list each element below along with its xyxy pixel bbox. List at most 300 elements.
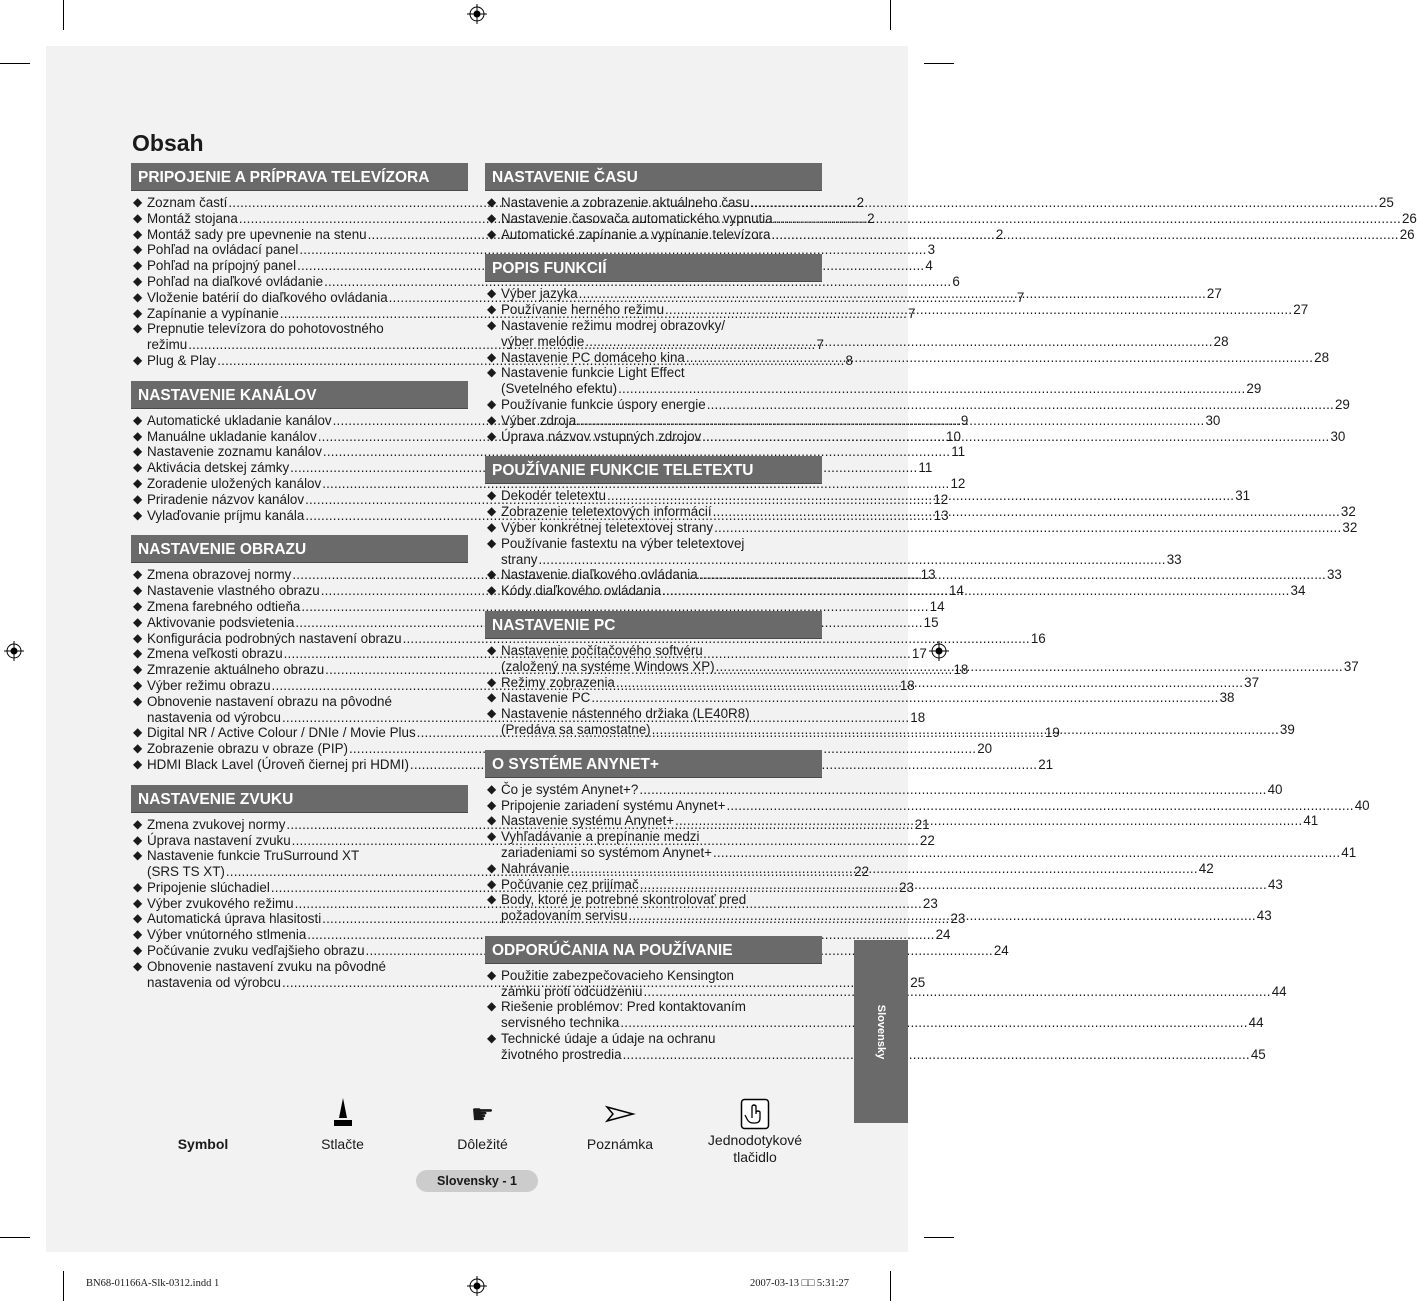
crop-mark — [63, 0, 64, 30]
toc-page-number: 17 — [911, 646, 927, 662]
toc-page-number: 19 — [1044, 725, 1060, 741]
toc-page-number: 20 — [977, 741, 993, 757]
diamond-bullet-icon: ◆ — [487, 781, 497, 796]
toc-entry[interactable] — [485, 317, 1229, 350]
legend-press-label: Stlačte — [321, 1136, 364, 1152]
diamond-bullet-icon: ◆ — [133, 911, 143, 926]
toc-page-number: 28 — [1314, 349, 1330, 365]
toc-page-number: 34 — [1290, 583, 1306, 599]
toc-entry-text: Montáž stojana — [147, 210, 238, 226]
toc-entry-text: Nastavenie nástenného držiaka (LE40R8) — [501, 706, 750, 722]
diamond-bullet-icon: ◆ — [487, 1031, 497, 1046]
toc-entry[interactable] — [485, 396, 1350, 413]
toc-entry[interactable] — [485, 210, 1417, 227]
pointing-hand-icon: ☛ — [470, 1098, 495, 1129]
toc-entry-text: Počúvanie cez prijímač — [501, 876, 639, 892]
toc-entry-text: Čo je systém Anynet+? — [501, 781, 639, 797]
toc-page-number: 23 — [899, 879, 914, 895]
toc-page-number: 28 — [1213, 333, 1229, 349]
crop-mark — [924, 63, 954, 64]
diamond-bullet-icon: ◆ — [133, 412, 143, 427]
dot-leader — [579, 286, 1206, 302]
dot-leader — [774, 211, 1401, 227]
diamond-bullet-icon: ◆ — [133, 583, 143, 598]
toc-entry-text: Obnovenie nastavení zvuku na pôvodné — [147, 958, 386, 974]
toc-entry-text: zámku proti odcudzeniu — [501, 983, 643, 999]
toc-page-number: 39 — [1279, 721, 1295, 737]
toc-entry-text: Zmena obrazovej normy — [147, 567, 292, 583]
legend-important — [430, 1096, 535, 1152]
date-slug: 2007-03-13 □□ 5:31:27 — [750, 1278, 850, 1289]
toc-page-number: 26 — [1399, 226, 1415, 242]
dot-leader — [751, 195, 1378, 211]
legend-one-touch — [695, 1096, 815, 1166]
toc-page-number: 27 — [1293, 302, 1309, 318]
toc-page-number: 32 — [1342, 519, 1358, 535]
toc-entry[interactable] — [485, 781, 1283, 798]
toc-page-number: 3 — [927, 242, 936, 258]
dot-leader — [623, 1047, 1250, 1063]
toc-entry[interactable] — [485, 999, 1264, 1031]
toc-entry-text: Používanie herného režimu — [501, 302, 665, 318]
dot-leader — [577, 413, 1204, 429]
toc-entry-text: nastavenia od výrobcu — [147, 974, 281, 990]
toc-entry-text: Úprava nastavení zvuku — [147, 832, 291, 848]
section-heading: O SYSTÉME ANYNET+ — [485, 750, 822, 778]
toc-page-number: 11 — [918, 460, 933, 476]
toc-page-number: 25 — [1378, 195, 1394, 210]
toc-entry-text: Zobrazenie obrazu v obraze (PIP) — [147, 741, 348, 757]
toc-page-number: 44 — [1271, 983, 1287, 999]
toc-page-number: 10 — [946, 428, 961, 444]
diamond-bullet-icon: ◆ — [133, 741, 143, 756]
toc-entry-text: (SRS TS XT) — [147, 864, 225, 880]
toc-entry-text: Výber jazyka — [501, 286, 578, 302]
toc-entry[interactable] — [131, 242, 936, 258]
toc-page-number: 43 — [1256, 908, 1272, 924]
toc-entry-text: Zobrazenie teletextových informácií — [501, 504, 712, 520]
toc-entry-text: Nastavenie diaľkového ovládania — [501, 567, 698, 583]
crop-mark — [63, 1271, 64, 1301]
diamond-bullet-icon: ◆ — [487, 829, 497, 844]
toc-entry-text: Zoznam častí — [147, 195, 228, 210]
registration-mark-icon — [467, 4, 487, 24]
diamond-bullet-icon: ◆ — [133, 242, 143, 257]
toc-entry-text: (Svetelného efektu) — [501, 381, 618, 397]
toc-page-number: 26 — [1401, 210, 1417, 226]
toc-page-number: 9 — [960, 412, 969, 428]
legend-one-touch-line: tlačidlo — [733, 1149, 777, 1165]
toc-page-number: 12 — [933, 491, 949, 507]
diamond-bullet-icon: ◆ — [487, 226, 497, 241]
toc-page-number: 30 — [1205, 412, 1221, 428]
crop-mark — [890, 0, 891, 30]
toc-page-number: 13 — [920, 567, 936, 583]
dot-leader — [699, 567, 1326, 583]
dot-leader — [686, 350, 1313, 366]
toc-entry-text: Pripojenie zariadení systému Anynet+ — [501, 797, 726, 813]
toc-entry[interactable] — [131, 598, 945, 615]
diamond-bullet-icon: ◆ — [133, 352, 143, 367]
toc-entry-text: Plug & Play — [147, 352, 217, 368]
dot-leader — [713, 845, 1340, 861]
toc-page-number: 2 — [856, 195, 865, 210]
toc-page-number: 15 — [923, 614, 939, 630]
diamond-bullet-icon: ◆ — [487, 690, 497, 705]
dot-leader — [585, 334, 1212, 350]
dot-leader — [643, 984, 1270, 1000]
toc-page-number: 18 — [899, 677, 915, 693]
legend-press — [295, 1096, 390, 1152]
diamond-bullet-icon: ◆ — [487, 286, 497, 301]
toc-page-number: 29 — [1334, 396, 1350, 412]
diamond-bullet-icon: ◆ — [487, 504, 497, 519]
diamond-bullet-icon: ◆ — [133, 832, 143, 847]
section-heading: POUŽÍVANIE FUNKCIE TELETEXTU — [485, 456, 822, 484]
toc-entry-text: Manuálne ukladanie kanálov — [147, 428, 317, 444]
dot-leader — [714, 520, 1341, 536]
dot-leader — [707, 397, 1334, 413]
toc-entry[interactable] — [131, 444, 966, 460]
diamond-bullet-icon: ◆ — [487, 488, 497, 503]
diamond-bullet-icon: ◆ — [133, 305, 143, 320]
crop-mark — [890, 1271, 891, 1301]
diamond-bullet-icon: ◆ — [487, 706, 497, 721]
toc-entry-text: Aktivácia detskej zámky — [147, 460, 290, 476]
toc-page-number: 42 — [1198, 860, 1214, 876]
toc-entry[interactable] — [131, 273, 960, 290]
toc-page-number: 44 — [1248, 1015, 1264, 1031]
dot-leader — [629, 908, 1256, 924]
toc-page-number: 30 — [1330, 428, 1346, 444]
toc-page-number: 8 — [845, 352, 853, 368]
page-number: Slovensky - 1 — [416, 1170, 538, 1192]
diamond-bullet-icon: ◆ — [487, 428, 497, 443]
diamond-bullet-icon: ◆ — [487, 519, 497, 534]
toc-page-number: 4 — [925, 258, 933, 274]
diamond-bullet-icon: ◆ — [133, 226, 143, 241]
diamond-bullet-icon: ◆ — [133, 195, 143, 209]
section-heading: NASTAVENIE KANÁLOV — [131, 381, 468, 409]
dot-leader — [639, 782, 1266, 798]
legend-one-touch-label — [695, 1132, 815, 1166]
toc-entry[interactable] — [485, 195, 1394, 211]
diamond-bullet-icon: ◆ — [487, 892, 497, 907]
dot-leader — [713, 504, 1340, 520]
toc-entry[interactable] — [131, 741, 993, 757]
diamond-bullet-icon: ◆ — [133, 958, 143, 973]
toc-page-number: 18 — [910, 709, 926, 725]
toc-entry-text: Zmena veľkosti obrazu — [147, 646, 283, 662]
toc-page-number: 12 — [950, 475, 966, 491]
diamond-bullet-icon: ◆ — [133, 662, 143, 677]
toc-entry-text: Obnovenie nastavení obrazu na pôvodné — [147, 693, 392, 709]
dot-leader — [726, 798, 1353, 814]
toc-page-number: 37 — [1244, 674, 1260, 690]
diamond-bullet-icon: ◆ — [133, 614, 143, 629]
toc-entry-text: Automatické ukladanie kanálov — [147, 412, 332, 428]
toc-entry-text: HDMI Black Lavel (Úroveň čiernej pri HDMI) — [147, 756, 409, 772]
toc-entry-text: Pohľad na ovládací panel — [147, 242, 299, 258]
toc-page-number: 45 — [1250, 1046, 1266, 1062]
toc-page-number: 24 — [993, 943, 1009, 959]
diamond-bullet-icon: ◆ — [133, 725, 143, 740]
toc-page-number: 6 — [952, 273, 960, 289]
toc-entry-text: Nastavenie zoznamu kanálov — [147, 444, 322, 460]
press-icon — [295, 1096, 390, 1132]
toc-entry-text: Automatické zapínanie a vypínanie televízora — [501, 226, 771, 242]
dot-leader — [538, 552, 1165, 568]
toc-entry-text: Riešenie problémov: Pred kontaktovaním — [501, 999, 746, 1015]
diamond-bullet-icon: ◆ — [133, 943, 143, 958]
dot-leader — [702, 429, 1329, 445]
diamond-bullet-icon: ◆ — [133, 879, 143, 894]
dot-leader — [570, 861, 1197, 877]
diamond-bullet-icon: ◆ — [487, 567, 497, 582]
diamond-bullet-icon: ◆ — [133, 567, 143, 582]
toc-entry-text: Nastavenie funkcie Light Effect — [501, 365, 685, 381]
diamond-bullet-icon: ◆ — [133, 491, 143, 506]
diamond-bullet-icon: ◆ — [133, 598, 143, 613]
toc-entry-text: Výber zdroja — [501, 412, 577, 428]
toc-entry-text: životného prostredia — [501, 1046, 622, 1062]
toc-entry[interactable] — [131, 475, 966, 492]
diamond-bullet-icon: ◆ — [133, 428, 143, 443]
toc-page-number: 13 — [933, 507, 949, 523]
toc-entry-text: Použitie zabezpečovacieho Kensington — [501, 967, 735, 983]
toc-entry-text: zariadeniami so systémom Anynet+ — [501, 844, 713, 860]
toc-page-number: 18 — [953, 662, 969, 678]
toc-entry-text: Nastavenie PC domáceho kina — [501, 349, 685, 365]
toc-entry[interactable] — [485, 797, 1370, 814]
toc-page-number: 27 — [1206, 286, 1222, 302]
symbol-legend-label: Symbol — [177, 1136, 229, 1152]
section-heading: PRIPOJENIE A PRÍPRAVA TELEVÍZORA — [131, 163, 468, 191]
toc-page-number: 33 — [1326, 567, 1342, 583]
toc-entry-text: Pohľad na diaľkové ovládanie — [147, 273, 324, 289]
diamond-bullet-icon: ◆ — [487, 349, 497, 364]
toc-entry[interactable] — [485, 690, 1235, 706]
toc-entry-text: Výber režimu obrazu — [147, 677, 271, 693]
toc-entry-text: strany — [501, 551, 538, 567]
toc-section — [485, 163, 1417, 242]
diamond-bullet-icon: ◆ — [133, 677, 143, 692]
toc-entry-text: Nastavenie počítačového softvéru — [501, 642, 703, 658]
diamond-bullet-icon: ◆ — [487, 317, 497, 332]
diamond-bullet-icon: ◆ — [487, 365, 497, 380]
toc-entry-text: Technické údaje a údaje na ochranu — [501, 1031, 716, 1047]
legend-note-label: Poznámka — [586, 1136, 654, 1152]
toc-page-number: 23 — [950, 911, 966, 927]
toc-page-number: 16 — [1030, 630, 1046, 646]
toc-entry-text: Výber konkrétnej teletextovej strany — [501, 519, 714, 535]
dot-leader — [640, 877, 1267, 893]
toc-entry-text: Výber vnútorného stlmenia — [147, 927, 307, 943]
diamond-bullet-icon: ◆ — [133, 630, 143, 645]
toc-entry[interactable] — [485, 519, 1358, 536]
dot-leader — [591, 690, 1218, 706]
diamond-bullet-icon: ◆ — [133, 507, 143, 522]
toc-entry[interactable] — [485, 349, 1330, 366]
toc-entry-text: Zmena farebného odtieňa — [147, 598, 301, 614]
toc-entry-text: Používanie fastextu na výber teletextovej — [501, 535, 745, 551]
diamond-bullet-icon: ◆ — [487, 535, 497, 550]
diamond-bullet-icon: ◆ — [487, 210, 497, 225]
diamond-bullet-icon: ◆ — [487, 999, 497, 1014]
diamond-bullet-icon: ◆ — [133, 475, 143, 490]
toc-entry-text: Body, ktoré je potrebné skontrolovať pred — [501, 892, 747, 908]
toc-entry-text: Dekodér teletextu — [501, 488, 606, 504]
diamond-bullet-icon: ◆ — [487, 797, 497, 812]
toc-page-number: 14 — [948, 583, 964, 599]
diamond-bullet-icon: ◆ — [133, 693, 143, 708]
toc-page-number: 7 — [1016, 289, 1025, 305]
toc-page-number: 37 — [1343, 658, 1359, 674]
toc-entry-text: výber melódie — [501, 333, 585, 349]
file-slug: BN68-01166A-Slk-0312.indd 1 — [86, 1278, 220, 1289]
diamond-bullet-icon: ◆ — [133, 646, 143, 661]
toc-entry-text: servisného technika — [501, 1015, 620, 1031]
note-arrow-icon — [570, 1096, 670, 1132]
dot-leader — [675, 813, 1302, 829]
toc-entry-text: Pohľad na prípojný panel — [147, 258, 297, 274]
toc-page-number: 2 — [995, 226, 1004, 242]
legend-important-label: Dôležité — [457, 1136, 508, 1152]
toc-entry-text: Nastavenie vlastného obrazu — [147, 583, 320, 599]
diamond-bullet-icon: ◆ — [133, 816, 143, 831]
toc-page-number: 29 — [1246, 381, 1262, 397]
dot-leader — [620, 1015, 1247, 1031]
toc-entry[interactable] — [131, 927, 951, 943]
toc-entry-text: Úprava názvov vstupných zdrojov — [501, 428, 702, 444]
diamond-bullet-icon: ◆ — [133, 756, 143, 771]
section-heading: NASTAVENIE ZVUKU — [131, 785, 468, 813]
toc-page-number: 23 — [922, 895, 938, 911]
toc-page-number: 41 — [1303, 813, 1319, 829]
crop-mark — [0, 1237, 30, 1238]
toc-page-number: 38 — [1219, 690, 1235, 706]
toc-page-number: 22 — [854, 864, 870, 880]
crop-mark — [0, 63, 30, 64]
toc-page-number: 21 — [1038, 756, 1054, 772]
toc-entry-text: Priradenie názvov kanálov — [147, 491, 305, 507]
toc-entry-text: Nastavenie PC — [501, 690, 591, 706]
registration-mark-icon — [4, 641, 24, 661]
diamond-bullet-icon: ◆ — [133, 321, 143, 336]
toc-entry[interactable] — [485, 286, 1222, 302]
page-title: Obsah — [132, 130, 204, 156]
toc-entry[interactable] — [485, 412, 1221, 429]
toc-entry-text: požadovaním servisu — [501, 908, 628, 924]
toc-entry[interactable] — [485, 226, 1415, 243]
dot-leader — [665, 302, 1292, 318]
toc-entry-text: Výber zvukového režimu — [147, 895, 294, 911]
toc-entry-text: Nastavenie režimu modrej obrazovky/ — [501, 317, 726, 333]
diamond-bullet-icon: ◆ — [487, 412, 497, 427]
toc-page-number: 11 — [951, 444, 966, 460]
toc-page-number: 32 — [1340, 504, 1356, 520]
toc-page-number: 21 — [914, 816, 930, 832]
diamond-bullet-icon: ◆ — [133, 460, 143, 475]
toc-entry-text: Prepnutie televízora do pohotovostného — [147, 321, 384, 337]
section-heading: NASTAVENIE PC — [485, 611, 822, 639]
section-heading: POPIS FUNKCIÍ — [485, 254, 822, 282]
toc-entry-text: Zapínanie a vypínanie — [147, 305, 279, 321]
diamond-bullet-icon: ◆ — [133, 895, 143, 910]
toc-entry-text: Zoradenie uložených kanálov — [147, 475, 322, 491]
diamond-bullet-icon: ◆ — [487, 967, 497, 982]
toc-entry[interactable] — [485, 535, 1182, 568]
diamond-bullet-icon: ◆ — [487, 195, 497, 209]
legend-note — [570, 1096, 670, 1152]
dot-leader — [652, 722, 1279, 738]
section-heading: NASTAVENIE OBRAZU — [131, 535, 468, 563]
toc-entry-text: Používanie funkcie úspory energie — [501, 396, 706, 412]
diamond-bullet-icon: ◆ — [487, 876, 497, 891]
toc-page-number: 22 — [919, 832, 935, 848]
diamond-bullet-icon: ◆ — [133, 444, 143, 459]
toc-page-number: 24 — [935, 927, 951, 943]
diamond-bullet-icon: ◆ — [133, 289, 143, 304]
toc-entry-text: Zmrazenie aktuálneho obrazu — [147, 662, 325, 678]
toc-entry-text: (Predáva sa samostatne) — [501, 721, 651, 737]
toc-entry-text: (založený na systéme Windows XP) — [501, 658, 715, 674]
dot-leader — [618, 381, 1245, 397]
crop-mark — [924, 1237, 954, 1238]
legend-one-touch-line: Jednodotykové — [707, 1132, 803, 1148]
side-tab-label: Slovensky — [875, 1004, 887, 1059]
toc-entry-text: Nahrávanie — [501, 860, 570, 876]
diamond-bullet-icon: ◆ — [133, 848, 143, 863]
toc-entry-text: Aktivovanie podsvietenia — [147, 614, 295, 630]
dot-leader — [616, 675, 1243, 691]
section-heading: NASTAVENIE ČASU — [485, 163, 822, 191]
diamond-bullet-icon: ◆ — [487, 302, 497, 317]
toc-entry-text: Počúvanie zvuku vedľajšieho obrazu — [147, 943, 365, 959]
dot-leader — [662, 583, 1289, 599]
section-heading: ODPORÚČANIA NA POUŽÍVANIE — [485, 936, 822, 964]
toc-page-number: 33 — [1166, 551, 1182, 567]
toc-entry-text: Automatická úprava hlasitosti — [147, 911, 322, 927]
toc-entry[interactable] — [485, 365, 1262, 397]
toc-page-number: 14 — [929, 598, 945, 614]
toc-page-number: 7 — [908, 305, 916, 321]
toc-entry-text: Nastavenie funkcie TruSurround XT — [147, 848, 360, 864]
diamond-bullet-icon: ◆ — [487, 860, 497, 875]
toc-page-number: 43 — [1267, 876, 1283, 892]
toc-entry-text: Vyhľadávanie a prepínanie medzi — [501, 829, 700, 845]
diamond-bullet-icon: ◆ — [487, 813, 497, 828]
dot-leader — [607, 488, 1234, 504]
diamond-bullet-icon: ◆ — [133, 258, 143, 273]
toc-entry-text: Vloženie batérií do diaľkového ovládania — [147, 289, 388, 305]
toc-entry-text: režimu — [147, 337, 188, 353]
registration-mark-icon — [467, 1276, 487, 1296]
diamond-bullet-icon: ◆ — [487, 396, 497, 411]
diamond-bullet-icon: ◆ — [133, 273, 143, 288]
dot-leader — [771, 227, 1398, 243]
language-side-tab — [854, 940, 908, 1123]
toc-entry[interactable] — [485, 302, 1309, 318]
toc-page-number: 40 — [1267, 781, 1283, 797]
dot-leader — [716, 659, 1343, 675]
toc-page-number: 2 — [867, 210, 875, 226]
toc-entry[interactable] — [131, 630, 1046, 647]
toc-entry-text: Nastavenie systému Anynet+ — [501, 813, 675, 829]
one-touch-button-icon — [695, 1096, 815, 1132]
diamond-bullet-icon: ◆ — [133, 927, 143, 942]
diamond-bullet-icon: ◆ — [487, 642, 497, 657]
